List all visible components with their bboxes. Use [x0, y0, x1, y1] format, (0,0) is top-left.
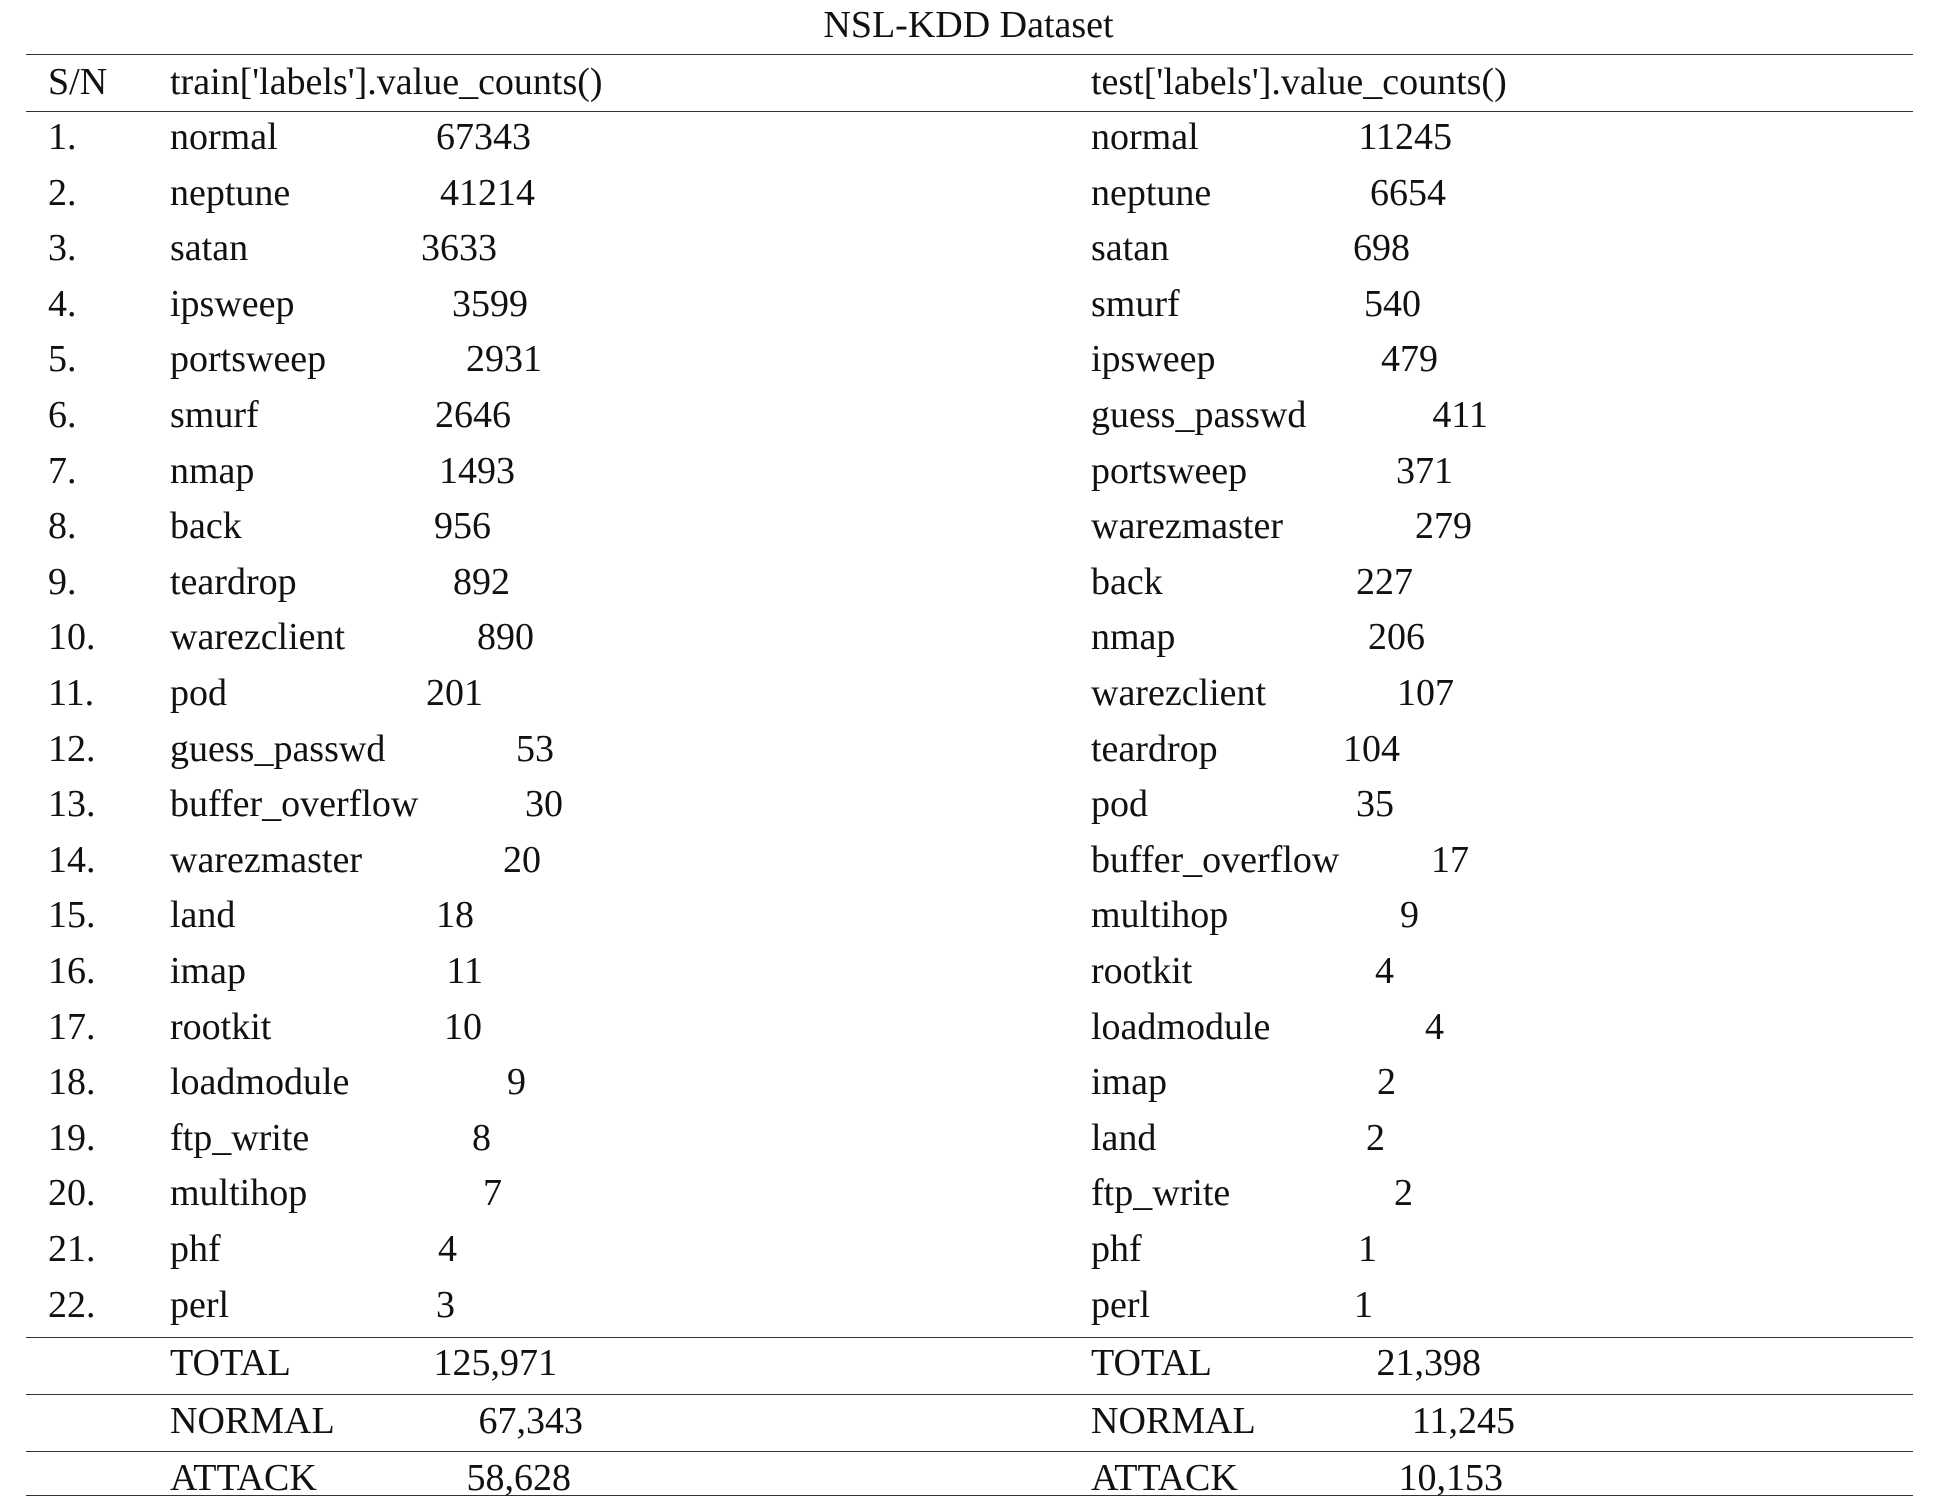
train-count: 11: [446, 950, 483, 992]
row-sn: 9.: [48, 560, 77, 603]
test-count: 4: [1375, 950, 1394, 992]
train-label: perl: [170, 1283, 230, 1326]
test-label: guess_passwd: [1091, 394, 1307, 436]
summary-train-label: ATTACK: [170, 1457, 317, 1499]
test-count: 2: [1394, 1172, 1413, 1215]
test-count: 698: [1353, 227, 1410, 270]
test-count: 227: [1356, 560, 1413, 603]
train-count: 1493: [439, 449, 515, 492]
train-count: 10: [444, 1005, 482, 1048]
test-count: 9: [1400, 894, 1419, 937]
header-sn: S/N: [48, 61, 108, 103]
test-count: 206: [1368, 616, 1425, 659]
test-count: 4: [1425, 1005, 1444, 1048]
test-label: warezclient: [1091, 672, 1267, 714]
train-count: 2646: [435, 394, 511, 436]
train-count: 18: [436, 894, 474, 937]
test-label: teardrop: [1091, 727, 1218, 770]
table-title: NSL-KDD Dataset: [823, 4, 1114, 46]
train-label: buffer_overflow: [170, 783, 419, 826]
test-label: normal: [1091, 116, 1199, 158]
test-label: satan: [1091, 227, 1170, 270]
summary-test-label: ATTACK: [1091, 1457, 1238, 1499]
body-bottom-rule: [26, 1337, 1913, 1338]
row-sn: 21.: [48, 1228, 96, 1270]
train-label: smurf: [170, 394, 259, 436]
row-sn: 8.: [48, 505, 77, 548]
train-count: 41214: [440, 171, 535, 214]
test-label: phf: [1091, 1228, 1142, 1270]
train-count: 201: [426, 672, 483, 714]
train-count: 4: [438, 1228, 457, 1270]
train-label: nmap: [170, 449, 255, 492]
train-count: 3599: [452, 282, 528, 325]
train-label: teardrop: [170, 560, 297, 603]
row-sn: 15.: [48, 894, 96, 937]
train-count: 30: [525, 783, 563, 826]
train-count: 67343: [436, 116, 531, 158]
test-count: 540: [1364, 282, 1421, 325]
row-sn: 20.: [48, 1172, 96, 1215]
train-label: warezmaster: [170, 838, 362, 881]
row-sn: 2.: [48, 171, 77, 214]
train-label: land: [170, 894, 236, 937]
row-sn: 10.: [48, 616, 96, 659]
summary-test-label: NORMAL: [1091, 1400, 1256, 1442]
train-count: 20: [503, 838, 541, 881]
train-label: ftp_write: [170, 1116, 310, 1159]
test-count: 107: [1397, 672, 1454, 714]
test-label: land: [1091, 1116, 1157, 1159]
header-train: train['labels'].value_counts(): [170, 61, 603, 103]
test-label: portsweep: [1091, 449, 1248, 492]
test-label: warezmaster: [1091, 505, 1283, 548]
test-count: 1: [1358, 1228, 1377, 1270]
test-label: loadmodule: [1091, 1005, 1271, 1048]
test-label: buffer_overflow: [1091, 838, 1340, 881]
row-sn: 18.: [48, 1061, 96, 1104]
row-sn: 4.: [48, 282, 77, 325]
summary-divider-rule: [26, 1394, 1913, 1395]
summary-test-value: 21,398: [1376, 1342, 1481, 1384]
train-label: back: [170, 505, 242, 548]
train-count: 892: [453, 560, 510, 603]
train-label: warezclient: [170, 616, 346, 659]
train-label: multihop: [170, 1172, 308, 1215]
test-count: 279: [1415, 505, 1472, 548]
test-label: pod: [1091, 783, 1148, 826]
top-rule: [26, 54, 1913, 55]
train-label: phf: [170, 1228, 221, 1270]
test-count: 2: [1377, 1061, 1396, 1104]
row-sn: 22.: [48, 1283, 96, 1326]
test-count: 11245: [1358, 116, 1452, 158]
train-label: normal: [170, 116, 278, 158]
row-sn: 13.: [48, 783, 96, 826]
summary-train-value: 58,628: [466, 1457, 571, 1499]
train-count: 890: [477, 616, 534, 659]
test-label: nmap: [1091, 616, 1176, 659]
test-label: neptune: [1091, 171, 1212, 214]
row-sn: 19.: [48, 1116, 96, 1159]
test-label: perl: [1091, 1283, 1151, 1326]
row-sn: 16.: [48, 950, 96, 992]
train-label: imap: [170, 950, 246, 992]
test-count: 2: [1366, 1116, 1385, 1159]
summary-divider-rule: [26, 1451, 1913, 1452]
train-label: ipsweep: [170, 282, 295, 325]
row-sn: 11.: [48, 672, 95, 714]
test-count: 1: [1354, 1283, 1373, 1326]
test-count: 371: [1396, 449, 1453, 492]
train-label: satan: [170, 227, 249, 270]
header-rule: [26, 111, 1913, 112]
test-label: ipsweep: [1091, 338, 1216, 381]
row-sn: 6.: [48, 394, 77, 436]
train-count: 3633: [421, 227, 497, 270]
row-sn: 7.: [48, 449, 77, 492]
summary-train-label: NORMAL: [170, 1400, 335, 1442]
test-count: 104: [1343, 727, 1400, 770]
train-label: guess_passwd: [170, 727, 386, 770]
train-count: 3: [436, 1283, 455, 1326]
test-count: 35: [1356, 783, 1394, 826]
train-count: 2931: [466, 338, 542, 381]
train-count: 956: [434, 505, 491, 548]
summary-train-value: 67,343: [478, 1400, 583, 1442]
train-label: neptune: [170, 171, 291, 214]
test-count: 479: [1381, 338, 1438, 381]
test-count: 411: [1432, 394, 1488, 436]
test-label: ftp_write: [1091, 1172, 1231, 1215]
test-label: rootkit: [1091, 950, 1193, 992]
train-label: pod: [170, 672, 227, 714]
train-label: rootkit: [170, 1005, 272, 1048]
summary-train-label: TOTAL: [170, 1342, 291, 1384]
train-count: 53: [516, 727, 554, 770]
row-sn: 5.: [48, 338, 77, 381]
train-label: loadmodule: [170, 1061, 350, 1104]
row-sn: 3.: [48, 227, 77, 270]
header-test: test['labels'].value_counts(): [1091, 61, 1507, 103]
row-sn: 1.: [48, 116, 77, 158]
summary-test-value: 10,153: [1398, 1457, 1503, 1499]
test-label: imap: [1091, 1061, 1167, 1104]
row-sn: 17.: [48, 1005, 96, 1048]
train-label: portsweep: [170, 338, 327, 381]
row-sn: 12.: [48, 727, 96, 770]
summary-test-value: 11,245: [1411, 1400, 1515, 1442]
train-count: 7: [483, 1172, 502, 1215]
test-count: 6654: [1370, 171, 1446, 214]
row-sn: 14.: [48, 838, 96, 881]
summary-test-label: TOTAL: [1091, 1342, 1212, 1384]
test-label: back: [1091, 560, 1163, 603]
summary-train-value: 125,971: [433, 1342, 557, 1384]
train-count: 8: [472, 1116, 491, 1159]
test-label: smurf: [1091, 282, 1180, 325]
train-count: 9: [507, 1061, 526, 1104]
test-label: multihop: [1091, 894, 1229, 937]
test-count: 17: [1431, 838, 1469, 881]
